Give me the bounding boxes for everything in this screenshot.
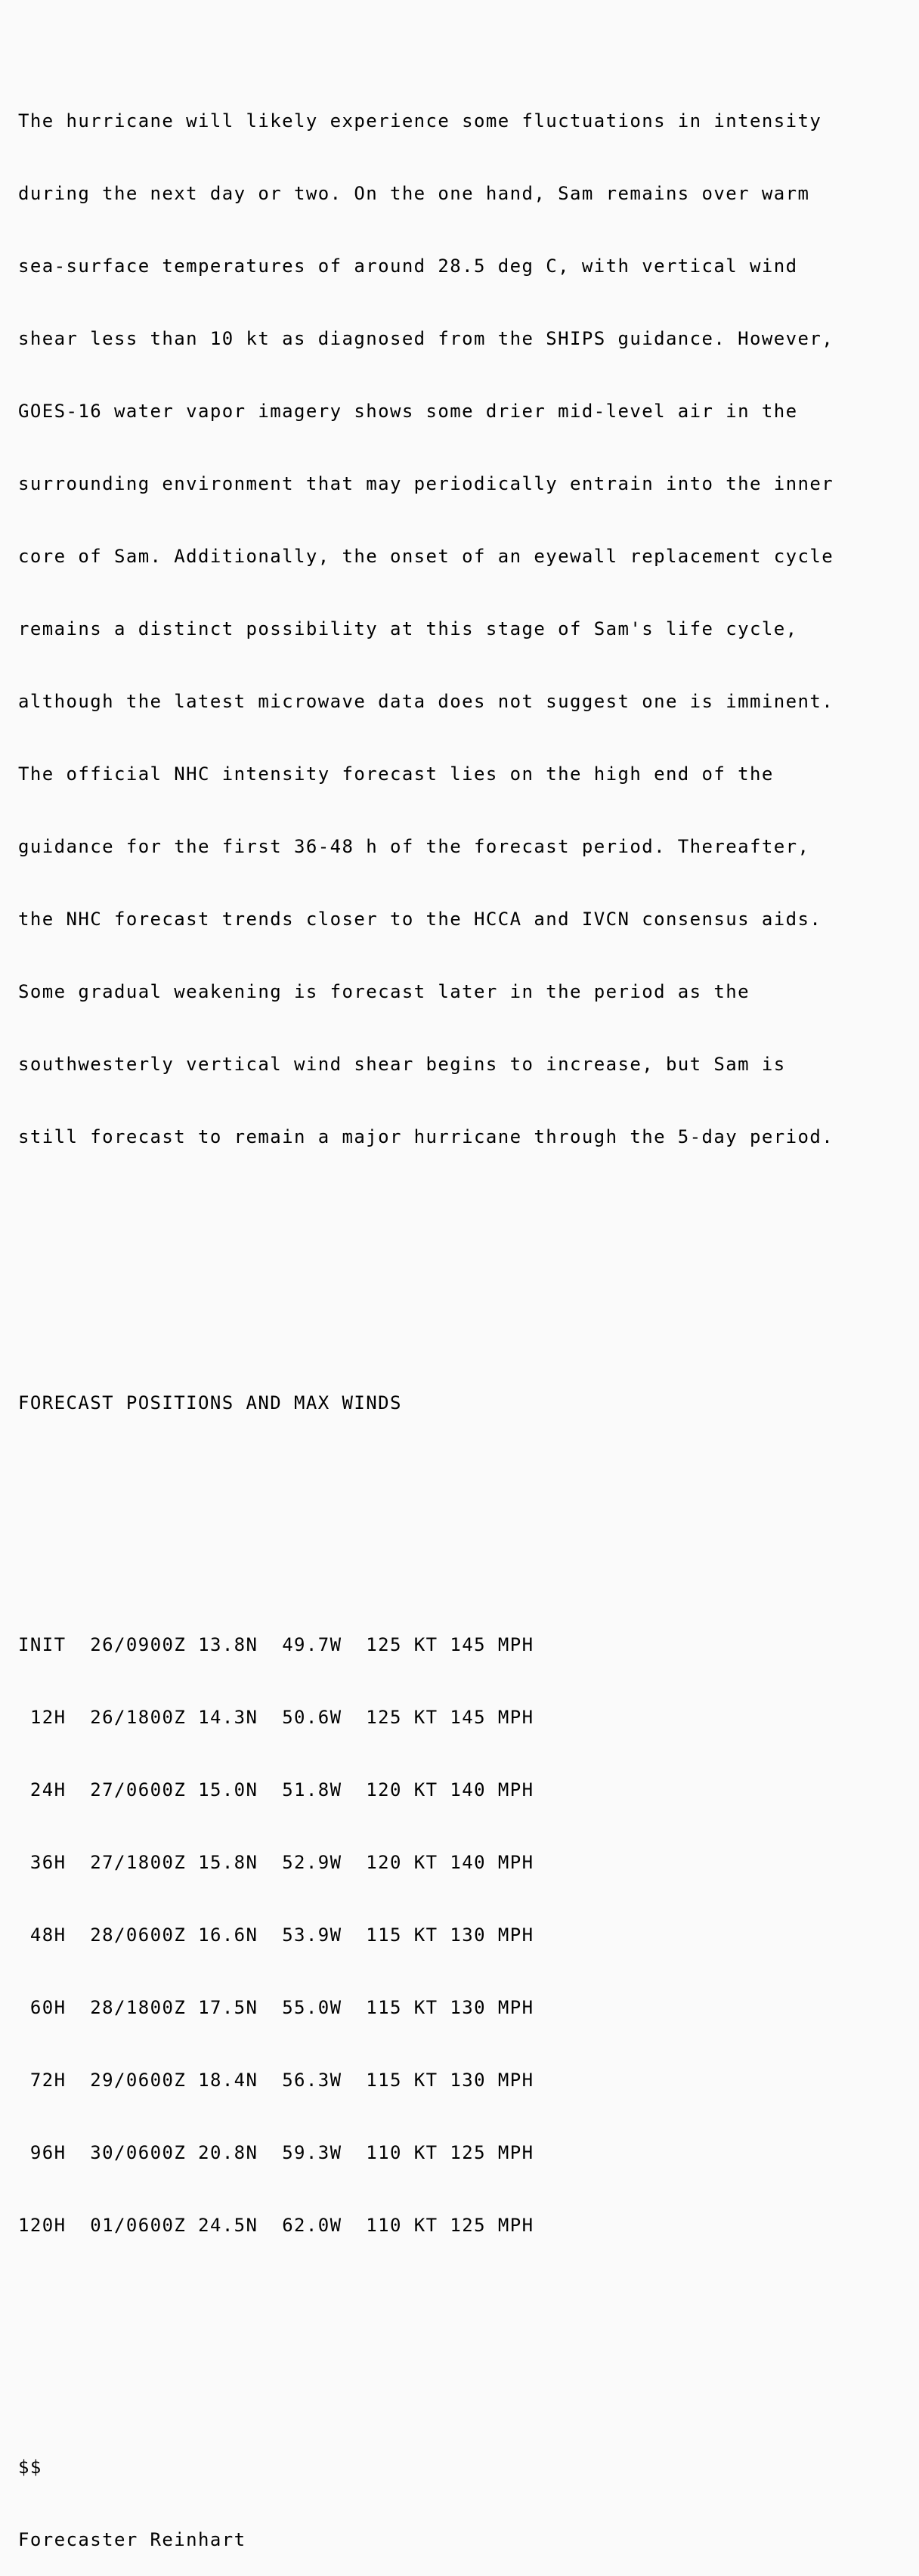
discussion-line: the NHC forecast trends closer to the HCCA and IVCN consensus aids. bbox=[18, 909, 822, 930]
forecast-mph: 125 MPH bbox=[450, 2215, 534, 2236]
table-row bbox=[18, 1705, 834, 1729]
forecast-time: 27/1800Z bbox=[90, 1852, 187, 1873]
forecast-kt: 110 KT bbox=[366, 2142, 438, 2163]
forecast-time: 28/0600Z bbox=[90, 1924, 187, 1946]
forecast-time: 28/1800Z bbox=[90, 1997, 187, 2018]
table-row bbox=[18, 1778, 834, 1802]
discussion-line: guidance for the first 36-48 h of the forecast period. Thereafter, bbox=[18, 836, 810, 857]
forecast-kt: 115 KT bbox=[366, 1997, 438, 2018]
discussion-line: sea-surface temperatures of around 28.5 deg C, with vertical wind bbox=[18, 255, 798, 277]
forecast-kt: 120 KT bbox=[366, 1852, 438, 1873]
discussion-line: The hurricane will likely experience some fluctuations in intensity bbox=[18, 110, 822, 132]
discussion-paragraph bbox=[18, 60, 834, 1197]
forecast-mph: 130 MPH bbox=[450, 1924, 534, 1946]
table-row bbox=[18, 2141, 834, 2165]
forecast-lat: 24.5N bbox=[198, 2215, 258, 2236]
forecast-lon: 51.8W bbox=[282, 1779, 342, 1800]
forecast-kt: 125 KT bbox=[366, 1634, 438, 1655]
discussion-line: remains a distinct possibility at this stage of Sam's life cycle, bbox=[18, 618, 798, 639]
forecast-hour: 120H bbox=[18, 2215, 67, 2236]
spacer bbox=[18, 2358, 834, 2382]
discussion-line: southwesterly vertical wind shear begins to increase, but Sam is bbox=[18, 1054, 786, 1075]
forecast-time: 29/0600Z bbox=[90, 2070, 187, 2091]
forecast-lat: 13.8N bbox=[198, 1634, 258, 1655]
forecast-time: 01/0600Z bbox=[90, 2215, 187, 2236]
forecast-hour: 24H bbox=[18, 1779, 67, 1800]
forecast-kt: 120 KT bbox=[366, 1779, 438, 1800]
forecast-mph: 130 MPH bbox=[450, 2070, 534, 2091]
discussion-line: core of Sam. Additionally, the onset of an eyewall replacement cycle bbox=[18, 546, 834, 567]
forecast-lat: 14.3N bbox=[198, 1707, 258, 1728]
forecast-lon: 53.9W bbox=[282, 1924, 342, 1946]
forecast-discussion-document bbox=[18, 12, 834, 2576]
forecast-hour: 36H bbox=[18, 1852, 67, 1873]
forecast-mph: 145 MPH bbox=[450, 1634, 534, 1655]
forecast-hour: INIT bbox=[18, 1634, 67, 1655]
forecaster-signature: Forecaster Reinhart bbox=[18, 2529, 246, 2550]
forecast-lat: 16.6N bbox=[198, 1924, 258, 1946]
forecast-lat: 18.4N bbox=[198, 2070, 258, 2091]
forecast-time: 26/0900Z bbox=[90, 1634, 187, 1655]
forecast-lon: 50.6W bbox=[282, 1707, 342, 1728]
forecast-heading: FORECAST POSITIONS AND MAX WINDS bbox=[18, 1392, 402, 1413]
forecast-kt: 110 KT bbox=[366, 2215, 438, 2236]
discussion-line: surrounding environment that may periodically entrain into the inner bbox=[18, 473, 834, 494]
forecast-time: 27/0600Z bbox=[90, 1779, 187, 1800]
forecast-lat: 15.0N bbox=[198, 1779, 258, 1800]
forecast-time: 26/1800Z bbox=[90, 1707, 187, 1728]
table-row bbox=[18, 1850, 834, 1875]
forecast-lat: 15.8N bbox=[198, 1852, 258, 1873]
forecast-lon: 59.3W bbox=[282, 2142, 342, 2163]
forecast-table bbox=[18, 1584, 834, 2286]
spacer bbox=[18, 1270, 834, 1318]
discussion-line: Some gradual weakening is forecast later in the period as the bbox=[18, 981, 750, 1002]
forecast-hour: 72H bbox=[18, 2070, 67, 2091]
forecast-kt: 125 KT bbox=[366, 1707, 438, 1728]
discussion-line: although the latest microwave data does not suggest one is imminent. bbox=[18, 691, 834, 712]
forecast-mph: 140 MPH bbox=[450, 1852, 534, 1873]
table-row bbox=[18, 1923, 834, 1947]
forecast-lon: 62.0W bbox=[282, 2215, 342, 2236]
forecast-lat: 20.8N bbox=[198, 2142, 258, 2163]
discussion-line: GOES-16 water vapor imagery shows some drier mid-level air in the bbox=[18, 401, 798, 422]
forecast-lon: 56.3W bbox=[282, 2070, 342, 2091]
table-row bbox=[18, 1633, 834, 1657]
table-row bbox=[18, 2068, 834, 2092]
forecast-kt: 115 KT bbox=[366, 1924, 438, 1946]
discussion-line: The official NHC intensity forecast lies on the high end of the bbox=[18, 763, 774, 785]
forecast-lon: 49.7W bbox=[282, 1634, 342, 1655]
forecast-hour: 12H bbox=[18, 1707, 67, 1728]
forecast-mph: 140 MPH bbox=[450, 1779, 534, 1800]
forecast-mph: 125 MPH bbox=[450, 2142, 534, 2163]
table-row bbox=[18, 2213, 834, 2237]
forecast-hour: 96H bbox=[18, 2142, 67, 2163]
forecast-mph: 130 MPH bbox=[450, 1997, 534, 2018]
forecast-lon: 52.9W bbox=[282, 1852, 342, 1873]
discussion-line: shear less than 10 kt as diagnosed from the SHIPS guidance. However, bbox=[18, 328, 834, 349]
forecast-time: 30/0600Z bbox=[90, 2142, 187, 2163]
forecast-lat: 17.5N bbox=[198, 1997, 258, 2018]
spacer bbox=[18, 1488, 834, 1512]
forecast-kt: 115 KT bbox=[366, 2070, 438, 2091]
discussion-line: during the next day or two. On the one hand, Sam remains over warm bbox=[18, 183, 810, 204]
forecast-mph: 145 MPH bbox=[450, 1707, 534, 1728]
end-marker: $$ bbox=[18, 2457, 42, 2478]
forecast-hour: 48H bbox=[18, 1924, 67, 1946]
forecast-hour: 60H bbox=[18, 1997, 67, 2018]
discussion-line: still forecast to remain a major hurricane through the 5-day period. bbox=[18, 1126, 834, 1147]
table-row bbox=[18, 1995, 834, 2020]
forecast-lon: 55.0W bbox=[282, 1997, 342, 2018]
